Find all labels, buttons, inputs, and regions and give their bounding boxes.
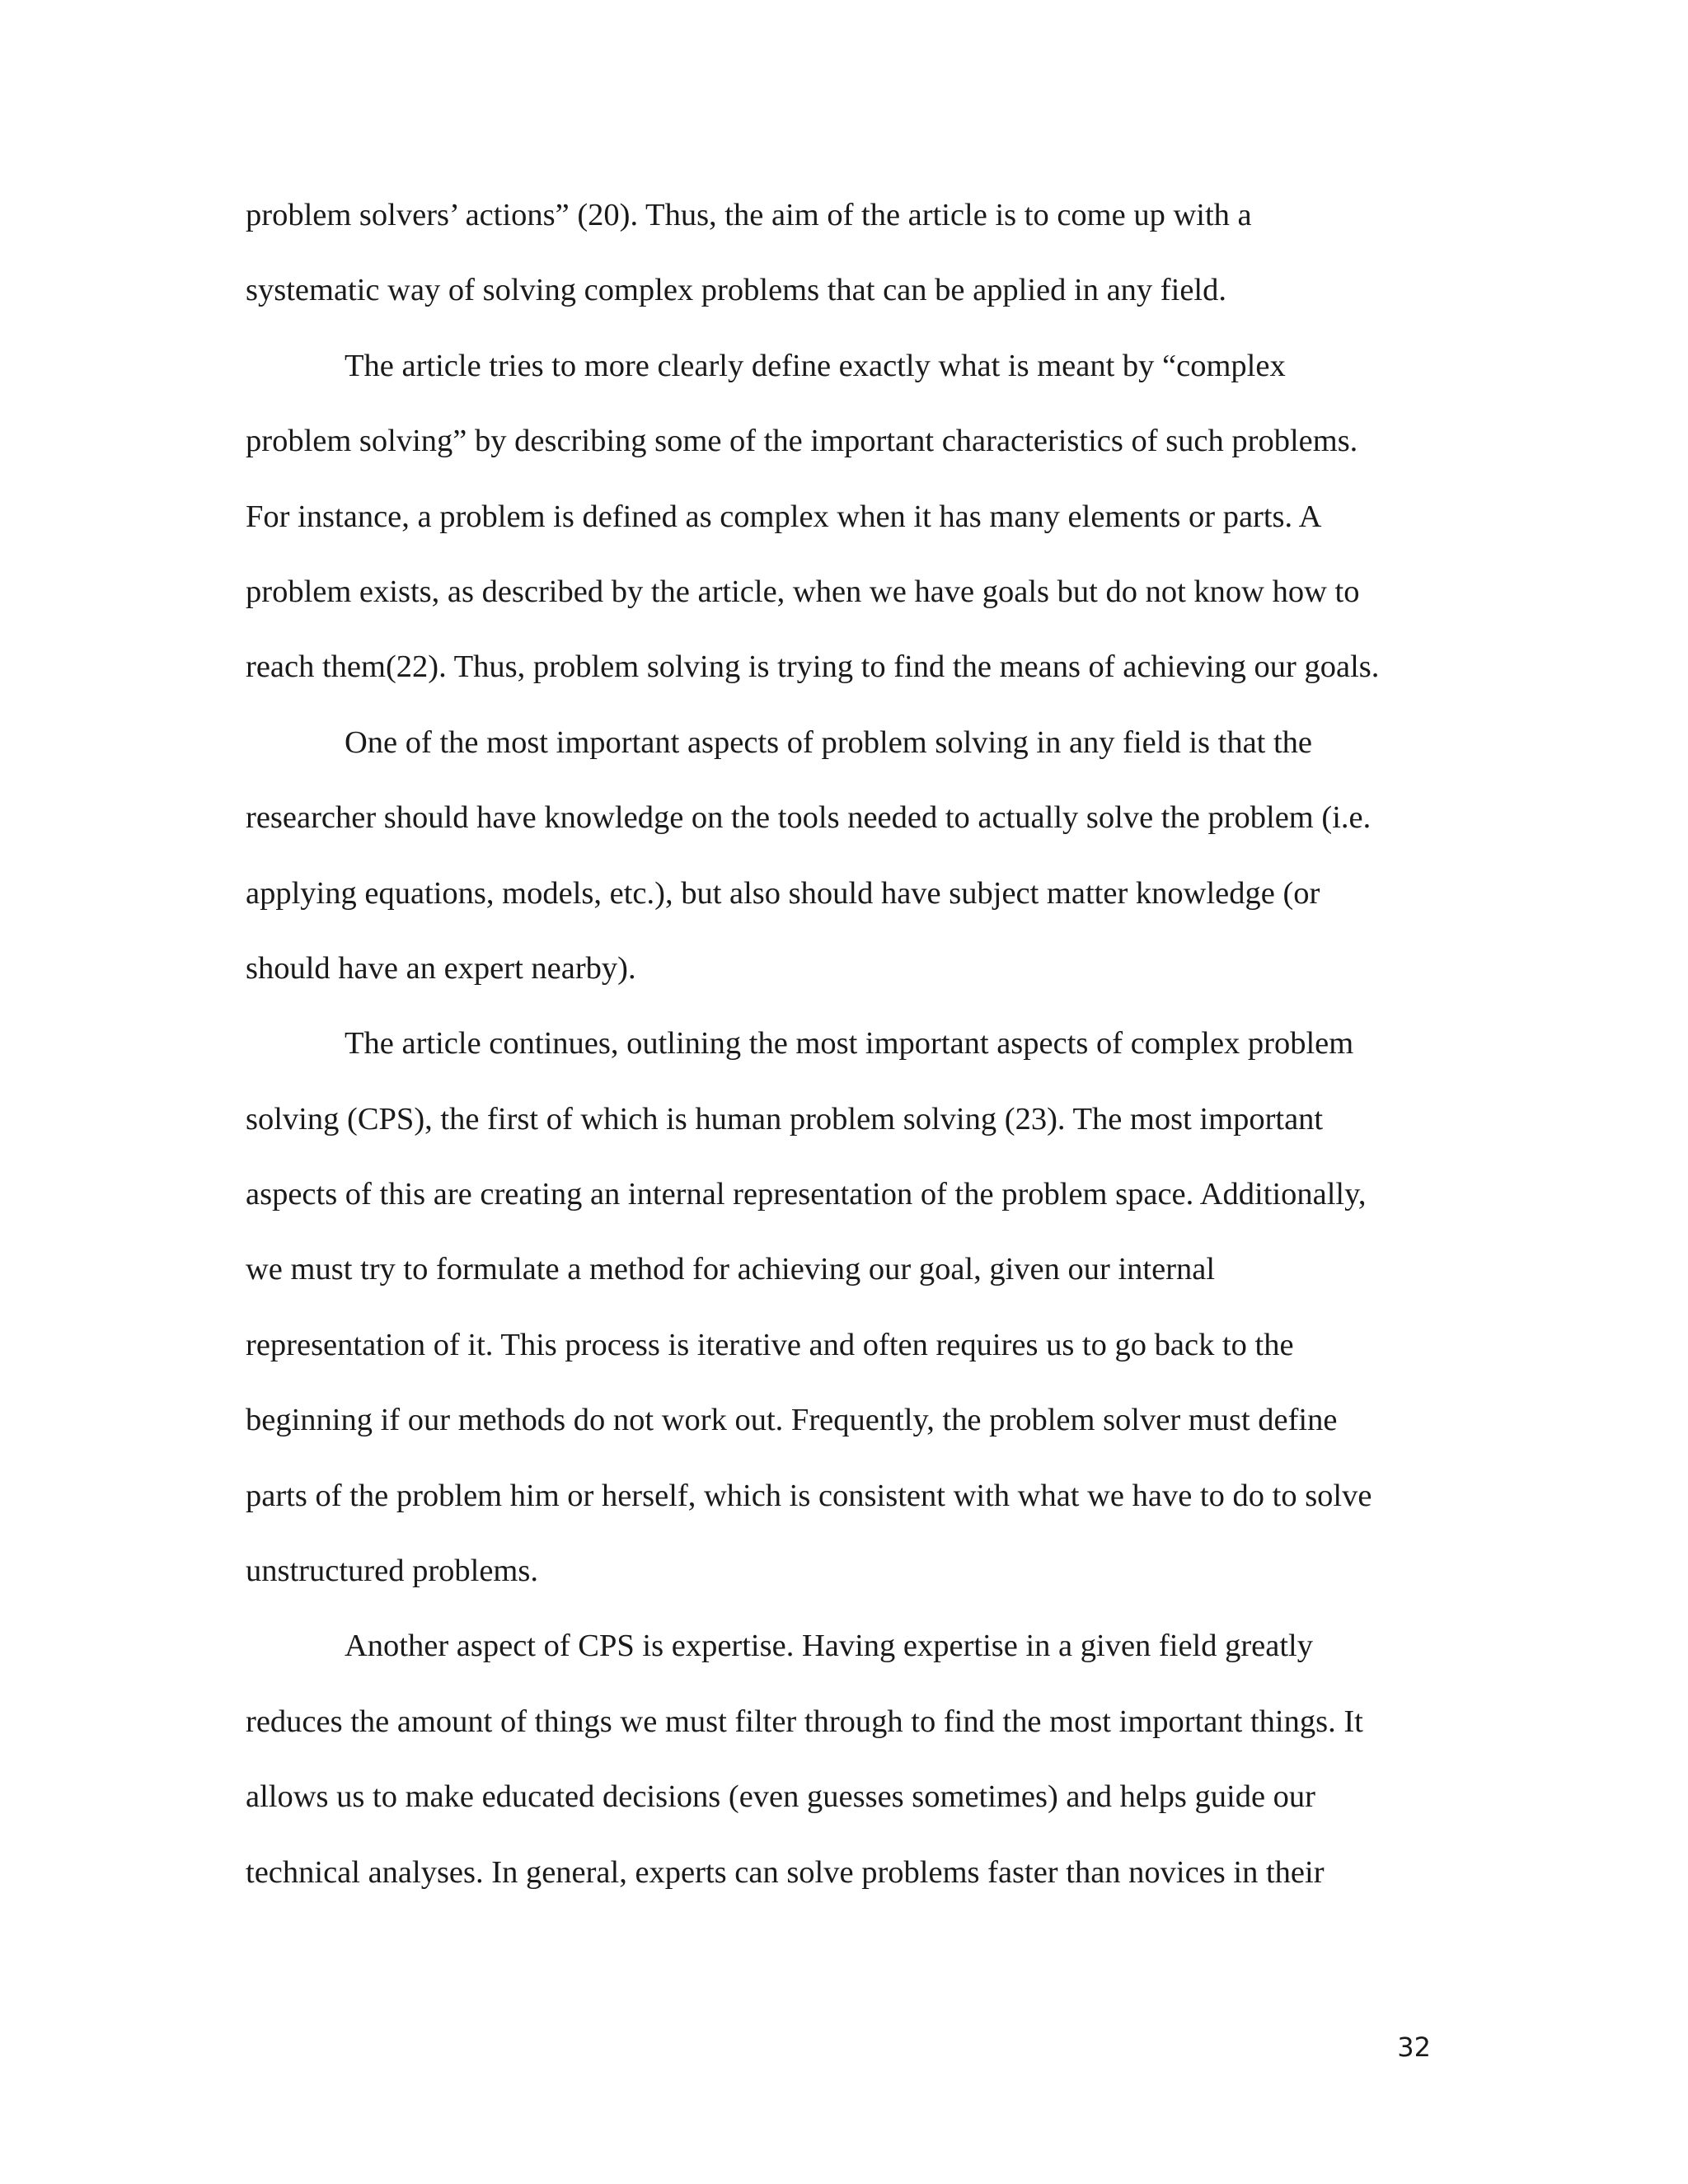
body-text bbox=[246, 189, 1449, 1921]
text-line: reach them(22). Thus, problem solving is trying to find the means of achieving our goals. bbox=[246, 649, 1380, 685]
text-line: problem solving” by describing some of the important characteristics of such problems. bbox=[246, 424, 1358, 459]
text-line: aspects of this are creating an internal representation of the problem space. Additionally, bbox=[246, 1177, 1367, 1212]
text-line: The article tries to more clearly define exactly what is meant by “complex bbox=[345, 348, 1286, 383]
text-line: One of the most important aspects of problem solving in any field is that the bbox=[345, 724, 1313, 760]
text-line: For instance, a problem is defined as complex when it has many elements or parts. A bbox=[246, 499, 1322, 534]
text-line: reduces the amount of things we must filter through to find the most important things. It bbox=[246, 1704, 1363, 1739]
text-line: The article continues, outlining the most important aspects of complex problem bbox=[345, 1026, 1354, 1062]
text-line: systematic way of solving complex problems that can be applied in any field. bbox=[246, 273, 1226, 308]
text-line: representation of it. This process is iterative and often requires us to go back to the bbox=[246, 1327, 1294, 1362]
text-line: problem solvers’ actions” (20). Thus, the aim of the article is to come up with a bbox=[246, 198, 1252, 232]
text-line: researcher should have knowledge on the tools needed to actually solve the problem (i.e. bbox=[246, 800, 1372, 836]
text-line: solving (CPS), the first of which is human problem solving (23). The most important bbox=[246, 1101, 1324, 1137]
text-line: unstructured problems. bbox=[246, 1554, 538, 1589]
page-number: 32 bbox=[1397, 2032, 1431, 2063]
text-line: allows us to make educated decisions (even guesses sometimes) and helps guide our bbox=[246, 1779, 1315, 1815]
text-line: applying equations, models, etc.), but also should have subject matter knowledge (or bbox=[246, 875, 1320, 911]
text-line: we must try to formulate a method for achieving our goal, given our internal bbox=[246, 1252, 1216, 1287]
text-line: beginning if our methods do not work out. Frequently, the problem solver must define bbox=[246, 1403, 1338, 1438]
text-line: problem exists, as described by the article, when we have goals but do not know how to bbox=[246, 574, 1360, 609]
text-line: should have an expert nearby). bbox=[246, 950, 636, 986]
text-line: technical analyses. In general, experts can solve problems faster than novices in their bbox=[246, 1854, 1325, 1890]
text-line: Another aspect of CPS is expertise. Having expertise in a given field greatly bbox=[345, 1629, 1314, 1664]
text-line: parts of the problem him or herself, which is consistent with what we have to do to solve bbox=[246, 1478, 1372, 1513]
